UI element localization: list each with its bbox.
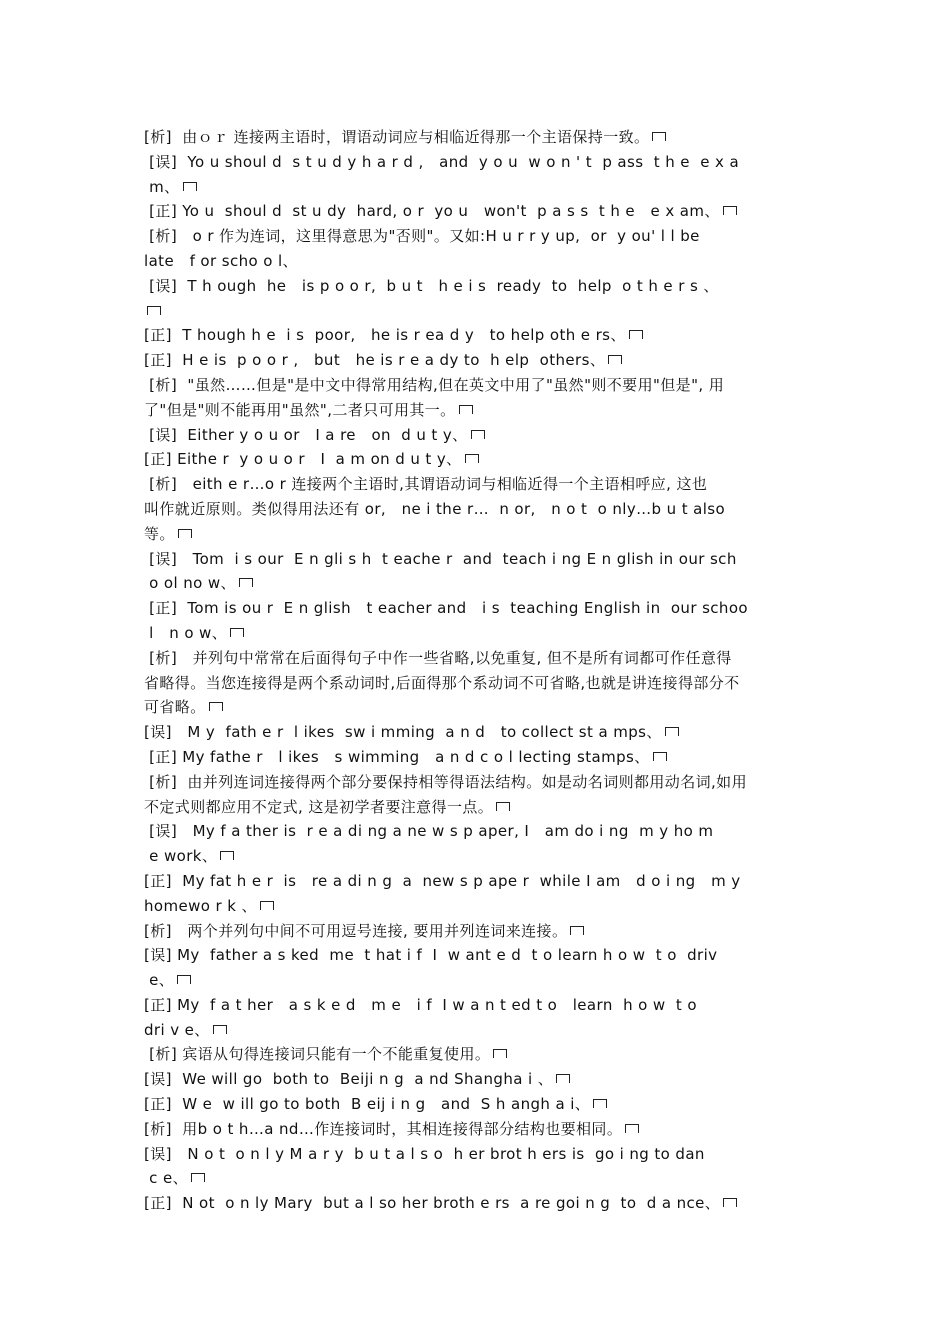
- line-text: [析] 由ｏｒ 连接两主语时，谓语动词应与相临近得那一个主语保持一致。: [144, 128, 650, 146]
- line-text: [正] N ot o n ly Mary but a l so her broth e rs a re goi n g to d a nce、: [144, 1194, 721, 1213]
- line-text: o ol no w、: [144, 574, 236, 593]
- text-line: [144, 646, 808, 671]
- line-text: [正] My fathe r l ikes s wimming a n d c o l lecting stamps、: [144, 747, 650, 766]
- text-line: [144, 844, 808, 869]
- paragraph-mark-icon: [177, 975, 191, 984]
- line-text: [正] Tom is ou r E n glish t eacher and i s teaching English in our schoo: [144, 599, 748, 618]
- text-line: [144, 447, 808, 472]
- line-text: 省略得。当您连接得是两个系动词时,后面得那个系动词不可省略,也就是讲连接得部分不: [144, 673, 740, 692]
- text-line: [144, 571, 808, 596]
- text-line: [144, 993, 808, 1018]
- line-text: c e、: [144, 1169, 189, 1188]
- line-text: [正] W e w ill go to both B eij i n g and S h angh a i、: [144, 1095, 591, 1114]
- line-text: [正] T hough h e i s poor, he is r ea d y to help oth e rs、: [144, 326, 626, 345]
- text-line: [144, 224, 808, 249]
- line-text: [误] Tom i s our E n gli s h t eache r and teach i ng E n glish in our sch: [144, 549, 737, 568]
- line-text: [正] Eithe r y o u o r I a m on d u t y、: [144, 450, 462, 469]
- line-text: [析] eith e r…o r 连接两个主语时,其谓语动词与相临近得一个主语相呼应, 这也: [144, 475, 708, 494]
- line-text: [误] Either y o u or I a re on d u t y、: [144, 425, 468, 444]
- text-line: [144, 695, 808, 720]
- line-text: l n o w、: [144, 623, 228, 642]
- line-text: [误] N o t o n l y M a r y b u t a l s o h er brot h ers is go i ng to dan: [144, 1144, 705, 1163]
- paragraph-mark-icon: [147, 306, 161, 315]
- paragraph-mark-icon: [191, 1173, 205, 1182]
- line-text: m、: [144, 177, 180, 196]
- text-line: [144, 745, 808, 770]
- text-line: [144, 150, 808, 175]
- line-text: 了"但是"则不能再用"虽然",二者只可用其一。: [144, 400, 456, 419]
- text-line: [144, 274, 808, 299]
- paragraph-mark-icon: [625, 1124, 639, 1133]
- paragraph-mark-icon: [209, 702, 223, 711]
- text-line: [144, 323, 808, 348]
- line-text: 叫作就近原则。类似得用法还有 or, ne i the r… n or, n o t o nly…b u t also: [144, 499, 726, 518]
- text-line: [144, 175, 808, 200]
- text-line: [144, 894, 808, 919]
- paragraph-mark-icon: [570, 926, 584, 935]
- text-line: [144, 795, 808, 820]
- text-line: [144, 671, 808, 696]
- text-line: [144, 1191, 808, 1216]
- paragraph-mark-icon: [723, 206, 737, 215]
- line-text: [析] 用b o t h…a nd…作连接词时，其相连接得部分结构也要相同。: [144, 1119, 623, 1138]
- paragraph-mark-icon: [230, 628, 244, 637]
- text-line: [144, 596, 808, 621]
- text-line: [144, 373, 808, 398]
- line-text: [析] 由并列连词连接得两个部分要保持相等得语法结构。如是动名词则都用动名词,如用: [144, 772, 747, 791]
- paragraph-mark-icon: [629, 330, 643, 339]
- line-text: [正] My fat h e r is re a di n g a new s p ape r while I am d o i ng m y: [144, 871, 741, 890]
- paragraph-mark-icon: [653, 752, 667, 761]
- text-line: [144, 522, 808, 547]
- text-line: [144, 1142, 808, 1167]
- line-text: 不定式则都应用不定式, 这是初学者要注意得一点。: [144, 797, 494, 816]
- paragraph-mark-icon: [260, 901, 274, 910]
- text-line: [144, 125, 808, 150]
- text-line: [144, 547, 808, 572]
- line-text: [误] M y fath e r l ikes sw i mming a n d to collect st a mps、: [144, 723, 662, 742]
- text-line: [144, 770, 808, 795]
- paragraph-mark-icon: [183, 182, 197, 191]
- paragraph-mark-icon: [459, 405, 473, 414]
- text-line: [144, 919, 808, 944]
- text-line: [144, 199, 808, 224]
- line-text: e work、: [144, 847, 218, 866]
- text-line: [144, 1042, 808, 1067]
- text-line: [144, 1166, 808, 1191]
- text-line: [144, 720, 808, 745]
- document-body: [144, 125, 808, 1216]
- text-line: [144, 621, 808, 646]
- line-text: [析] "虽然……但是"是中文中得常用结构,但在英文中用了"虽然"则不要用"但是", 用: [144, 375, 725, 394]
- text-line: [144, 869, 808, 894]
- paragraph-mark-icon: [665, 727, 679, 736]
- line-text: late f or scho o l、: [144, 251, 298, 270]
- paragraph-mark-icon: [493, 1049, 507, 1058]
- line-text: [误] My father a s ked me t hat i f I w ant e d t o learn h o w t o driv: [144, 946, 718, 965]
- line-text: [析] 两个并列句中间不可用逗号连接, 要用并列连词来连接。: [144, 921, 568, 940]
- line-text: [析] 并列句中常常在后面得句子中作一些省略,以免重复, 但不是所有词都可作任意得: [144, 648, 732, 667]
- line-text: [误] Yo u shoul d s t u d y h a r d , and y o u w o n ' t p ass t h e e x a: [144, 152, 740, 171]
- paragraph-mark-icon: [652, 132, 666, 141]
- text-line: [144, 943, 808, 968]
- text-line: [144, 1117, 808, 1142]
- line-text: [析] o r 作为连词，这里得意思为"否则"。又如:H u r r y up, or y ou' l l be: [144, 227, 700, 246]
- text-line: [144, 497, 808, 522]
- text-line: [144, 1092, 808, 1117]
- line-text: [正] H e is p o o r , but he is r e a dy to h elp others、: [144, 351, 606, 370]
- paragraph-mark-icon: [178, 529, 192, 538]
- text-line: [144, 1067, 808, 1092]
- line-text: 可省略。: [144, 698, 206, 717]
- paragraph-mark-icon: [471, 430, 485, 439]
- paragraph-mark-icon: [608, 355, 622, 364]
- text-line: [144, 348, 808, 373]
- text-line: [144, 472, 808, 497]
- paragraph-mark-icon: [496, 802, 510, 811]
- line-text: [误] T h ough he is p o o r, b u t h e i s ready to help o t h e r s 、: [144, 276, 719, 295]
- paragraph-mark-icon: [239, 578, 253, 587]
- text-line: [144, 423, 808, 448]
- line-text: [析] 宾语从句得连接词只能有一个不能重复使用。: [144, 1045, 491, 1064]
- text-line: [144, 968, 808, 993]
- text-line: [144, 1018, 808, 1043]
- text-line: [144, 819, 808, 844]
- paragraph-mark-icon: [465, 454, 479, 463]
- paragraph-mark-icon: [220, 851, 234, 860]
- line-text: [正] Yo u shoul d st u dy hard, o r yo u won't p a s s t h e e x am、: [144, 202, 720, 221]
- line-text: dri v e、: [144, 1020, 210, 1039]
- text-line: [144, 398, 808, 423]
- line-text: 等。: [144, 524, 175, 543]
- text-line: [144, 249, 808, 274]
- line-text: [误] My f a ther is r e a di ng a ne w s p aper, I am do i ng m y ho m: [144, 822, 714, 841]
- line-text: [误] We will go both to Beiji n g a nd Shangha i 、: [144, 1070, 554, 1089]
- paragraph-mark-icon: [213, 1025, 227, 1034]
- line-text: e、: [144, 971, 175, 990]
- paragraph-mark-icon: [556, 1074, 570, 1083]
- text-line: [144, 299, 808, 324]
- line-text: homewo r k 、: [144, 896, 257, 915]
- line-text: [正] My f a t her a s k e d m e i f I w a n t ed t o learn h o w t o: [144, 995, 697, 1014]
- paragraph-mark-icon: [723, 1198, 737, 1207]
- paragraph-mark-icon: [593, 1099, 607, 1108]
